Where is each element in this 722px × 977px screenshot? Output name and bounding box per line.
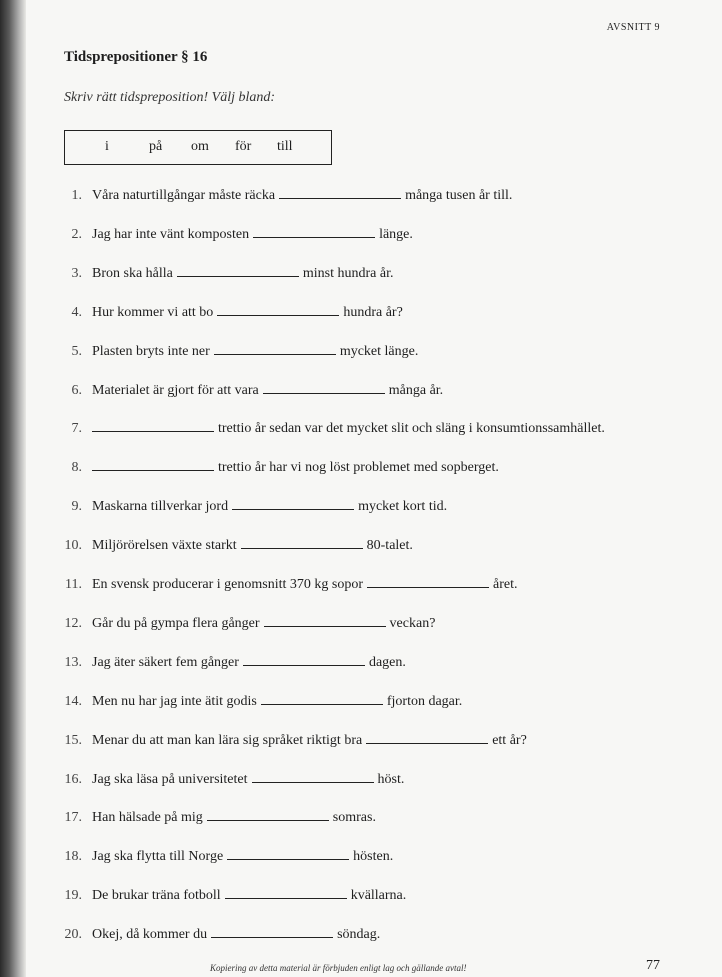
answer-blank[interactable] (263, 380, 385, 394)
sentence-after-blank: dagen. (368, 655, 406, 670)
exercise-sentence (92, 807, 376, 829)
exercise-number: 6. (71, 383, 82, 398)
exercise-item (0, 496, 722, 518)
sentence-after-blank: höst. (377, 772, 405, 787)
exercise-item (0, 224, 722, 246)
answer-blank[interactable] (279, 185, 401, 199)
sentence-after-blank: mycket länge. (339, 344, 419, 359)
answer-blank[interactable] (177, 263, 299, 277)
exercise-item (0, 613, 722, 635)
sentence-before-blank: Men nu har jag inte ätit godis (92, 694, 257, 709)
sentence-before-blank: De brukar träna fotboll (92, 888, 221, 903)
answer-blank[interactable] (225, 885, 347, 899)
answer-blank[interactable] (92, 418, 214, 432)
sentence-after-blank: 80-talet. (366, 538, 413, 553)
exercise-item (0, 730, 722, 752)
sentence-after-blank: söndag. (337, 927, 381, 942)
word-choice-box (64, 130, 332, 165)
exercise-number: 1. (71, 188, 82, 203)
exercise-number: 11. (65, 577, 82, 592)
exercise-number: 10. (64, 538, 82, 553)
sentence-after-blank: många tusen år till. (405, 188, 513, 203)
answer-blank[interactable] (241, 535, 363, 549)
book-binding-shadow (0, 0, 26, 977)
sentence-before-blank: Okej, då kommer du (92, 927, 208, 942)
sentence-after-blank: trettio år sedan var det mycket slit och släng i konsumtionssamhället. (218, 421, 605, 436)
exercise-number: 8. (71, 460, 82, 475)
copyright-notice: Kopiering av detta material är förbjuden enligt lag och gällande avtal! (210, 963, 467, 973)
exercise-item (0, 924, 722, 946)
exercise-sentence (92, 457, 499, 479)
exercise-item (0, 885, 722, 907)
exercise-sentence (92, 613, 435, 635)
exercise-sentence (92, 496, 447, 518)
exercise-sentence (92, 846, 393, 868)
sentence-after-blank: hösten. (353, 849, 394, 864)
exercise-number: 20. (64, 927, 82, 942)
sentence-before-blank: Jag ska läsa på universitetet (92, 772, 248, 787)
sentence-before-blank: Jag äter säkert fem gånger (92, 655, 239, 670)
exercise-item (0, 535, 722, 557)
sentence-after-blank: fjorton dagar. (386, 694, 463, 709)
section-label: AVSNITT 9 (606, 22, 660, 33)
exercise-number: 17. (64, 810, 82, 825)
answer-blank[interactable] (214, 341, 336, 355)
exercise-sentence (92, 924, 380, 946)
sentence-after-blank: hundra år? (343, 305, 403, 320)
word-choice: till (277, 139, 293, 154)
exercise-item (0, 652, 722, 674)
exercise-item (0, 263, 722, 285)
exercise-number: 14. (64, 694, 82, 709)
answer-blank[interactable] (367, 574, 489, 588)
exercise-item (0, 418, 722, 440)
word-choice: för (235, 139, 252, 154)
exercise-sentence (92, 574, 518, 596)
exercise-number: 9. (71, 499, 82, 514)
sentence-before-blank: Menar du att man kan lära sig språket riktigt bra (92, 733, 363, 748)
exercise-sentence (92, 380, 443, 402)
sentence-after-blank: året. (493, 577, 518, 592)
word-choice: om (191, 139, 209, 154)
sentence-before-blank: Jag har inte vänt komposten (92, 227, 250, 242)
exercise-number: 2. (71, 227, 82, 242)
sentence-before-blank: Våra naturtillgångar måste räcka (92, 188, 276, 203)
sentence-before-blank: Jag ska flytta till Norge (92, 849, 224, 864)
sentence-before-blank: Går du på gympa flera gånger (92, 616, 260, 631)
sentence-after-blank: mycket kort tid. (358, 499, 448, 514)
exercise-number: 16. (64, 772, 82, 787)
exercise-sentence (92, 185, 512, 207)
exercise-sentence (92, 263, 393, 285)
sentence-before-blank: Han hälsade på mig (92, 810, 203, 825)
exercise-number: 12. (64, 616, 82, 631)
sentence-after-blank: somras. (332, 810, 376, 825)
page-title: Tidsprepositioner § 16 (64, 49, 208, 65)
sentence-after-blank: länge. (379, 227, 413, 242)
exercise-sentence (92, 730, 527, 752)
exercise-item (0, 302, 722, 324)
exercise-number: 7. (71, 421, 82, 436)
sentence-before-blank: Plasten bryts inte ner (92, 344, 210, 359)
sentence-before-blank: Bron ska hålla (92, 266, 173, 281)
sentence-before-blank: Miljörörelsen växte starkt (92, 538, 237, 553)
exercise-item (0, 457, 722, 479)
answer-blank[interactable] (253, 224, 375, 238)
exercise-sentence (92, 885, 406, 907)
sentence-after-blank: ett år? (492, 733, 527, 748)
exercise-number: 3. (71, 266, 82, 281)
sentence-after-blank: kvällarna. (350, 888, 407, 903)
exercise-number: 19. (64, 888, 82, 903)
exercise-item (0, 691, 722, 713)
sentence-after-blank: trettio år har vi nog löst problemet med sopberget. (218, 460, 499, 475)
exercise-number: 5. (71, 344, 82, 359)
sentence-after-blank: många år. (388, 383, 444, 398)
sentence-before-blank: En svensk producerar i genomsnitt 370 kg sopor (92, 577, 364, 592)
answer-blank[interactable] (252, 769, 374, 783)
sentence-before-blank: Maskarna tillverkar jord (92, 499, 229, 514)
exercise-sentence (92, 418, 605, 440)
word-choice: i (105, 139, 109, 154)
answer-blank[interactable] (211, 924, 333, 938)
answer-blank[interactable] (227, 846, 349, 860)
exercise-number: 13. (64, 655, 82, 670)
exercise-item (0, 185, 722, 207)
exercise-sentence (92, 652, 406, 674)
exercise-item (0, 574, 722, 596)
exercise-sentence (92, 691, 462, 713)
exercise-item (0, 380, 722, 402)
exercise-sentence (92, 302, 403, 324)
page-number: 77 (646, 958, 660, 973)
exercise-sentence (92, 535, 413, 557)
sentence-after-blank: minst hundra år. (302, 266, 394, 281)
instruction-text: Skriv rätt tidspreposition! Välj bland: (64, 90, 276, 105)
answer-blank[interactable] (232, 496, 354, 510)
sentence-after-blank: veckan? (389, 616, 436, 631)
answer-blank[interactable] (92, 457, 214, 471)
answer-blank[interactable] (207, 807, 329, 821)
sentence-before-blank: Hur kommer vi att bo (92, 305, 214, 320)
sentence-before-blank: Materialet är gjort för att vara (92, 383, 259, 398)
exercise-item (0, 341, 722, 363)
answer-blank[interactable] (243, 652, 365, 666)
answer-blank[interactable] (264, 613, 386, 627)
exercise-sentence (92, 341, 418, 363)
exercise-number: 4. (71, 305, 82, 320)
answer-blank[interactable] (366, 730, 488, 744)
exercise-sentence (92, 224, 413, 246)
answer-blank[interactable] (261, 691, 383, 705)
exercise-number: 18. (64, 849, 82, 864)
exercise-item (0, 846, 722, 868)
exercise-number: 15. (64, 733, 82, 748)
exercise-item (0, 807, 722, 829)
exercise-item (0, 769, 722, 791)
exercise-sentence (92, 769, 404, 791)
answer-blank[interactable] (217, 302, 339, 316)
word-choice: på (149, 139, 163, 154)
